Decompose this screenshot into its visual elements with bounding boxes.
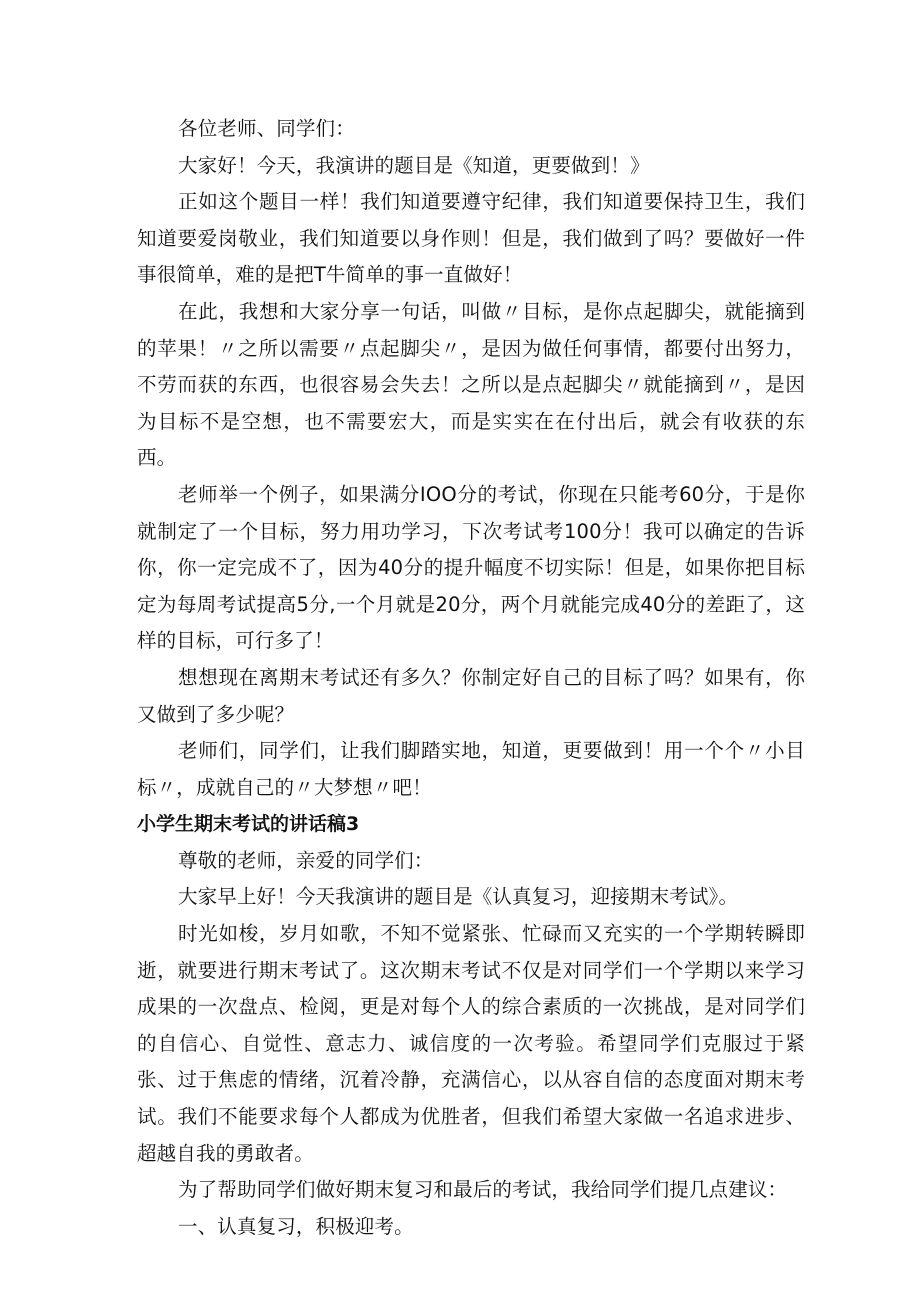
closing-paragraph: 老师们，同学们，让我们脚踏实地，知道，更要做到！用一个个〃小目标〃，成就自己的〃大梦想〃吧！ [137, 739, 805, 799]
body-paragraph: 正如这个题目一样！我们知道要遵守纪律，我们知道要保持卫生，我们知道要爱岗敬业，我们知道要以身作则！但是，我们做到了吗？要做好一件事很简单，难的是把T牛简单的事一直做好！ [137, 190, 805, 287]
greeting-paragraph: 大家好！今天，我演讲的题目是《知道，更要做到！》 [178, 153, 650, 177]
body-paragraph: 时光如梭，岁月如歌，不知不觉紧张、忙碌而又充实的一个学期转瞬即逝，就要进行期末考试了。这次期末考试不仅是对同学们一个学期以来学习成果的一次盘点、检阅，更是对每个人的综合素质的一次挑战，是对同学们的自信心、自觉性、意志力、诚信度的一次考验。希望同学们克服过于紧张、过于焦虑的情绪，沉着冷静，充满信心，以从容自信的态度面对期末考试。我们不能要求每个人都成为优胜者，但我们希望大家做一名追求进步、超越自我的勇敢者。 [137, 922, 805, 1165]
body-paragraph: 为了帮助同学们做好期末复习和最后的考试，我给同学们提几点建议： [178, 1178, 788, 1202]
body-paragraph: 想想现在离期末考试还有多久？你制定好自己的目标了吗？如果有，你又做到了多少呢？ [137, 665, 805, 726]
list-item-heading: 一、认真复习，积极迎考。 [178, 1214, 414, 1238]
salutation: 各位老师、同学们： [178, 117, 355, 140]
body-paragraph: 在此，我想和大家分享一句话，叫做〃目标，是你点起脚尖，就能摘到的苹果！〃之所以需要〃点起脚尖〃，是因为做任何事情，都要付出努力，不劳而获的东西，也很容易会失去！之所以是点起脚尖〃就能摘到〃，是因为目标不是空想，也不需要宏大，而是实实在在付出后，就会有收获的东西。 [137, 299, 805, 470]
section-heading: 小学生期末考试的讲话稿3 [137, 813, 360, 836]
salutation: 尊敬的老师，亲爱的同学们： [178, 848, 434, 872]
document-body [137, 111, 805, 1245]
body-paragraph: 老师举一个例子，如果满分IOO分的考试，你现在只能考60分，于是你就制定了一个目标，努力用功学习，下次考试考100分！我可以确定的告诉你，你一定完成不了，因为40分的提升幅度不切实际！但是，如果你把目标定为每周考试提高5分,一个月就是20分，两个月就能完成40分的差距了，这样的目标，可行多了！ [137, 482, 805, 653]
greeting-paragraph: 大家早上好！今天我演讲的题目是《认真复习，迎接期末考试》。 [178, 885, 739, 909]
